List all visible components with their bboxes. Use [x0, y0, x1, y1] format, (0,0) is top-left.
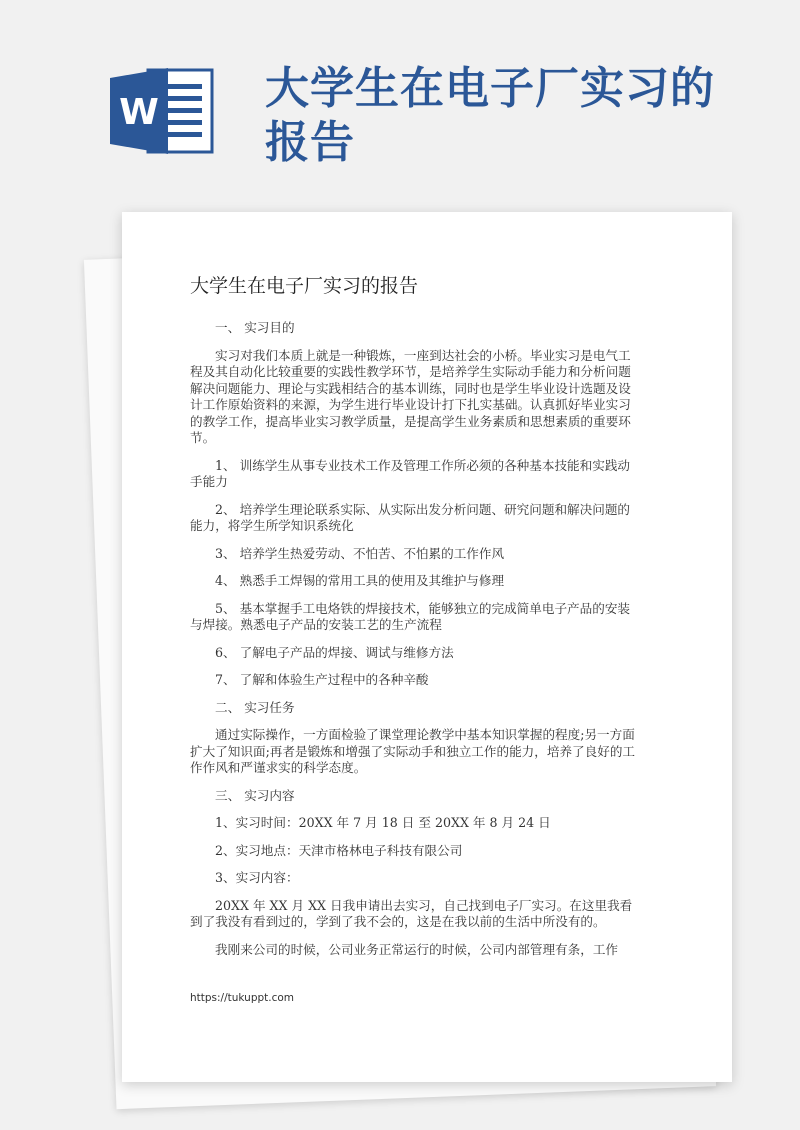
paragraph: 20XX 年 XX 月 XX 日我申请出去实习，自己找到电子厂实习。在这里我看到了我没有看到过的，学到了我不会的，这是在我以前的生活中所没有的。 — [190, 897, 633, 929]
list-item: 6、 了解电子产品的焊接、调试与维修方法 — [215, 644, 454, 660]
document-page — [122, 212, 732, 1082]
list-item: 5、 基本掌握手工电烙铁的焊接技术，能够独立的完成简单电子产品的安装与焊接。熟悉电子产品的安装工艺的生产流程 — [190, 600, 631, 632]
list-item: 2、实习地点：天津市格林电子科技有限公司 — [215, 842, 463, 858]
section-heading: 一、 实习目的 — [215, 320, 295, 335]
section-heading: 三、 实习内容 — [215, 787, 295, 803]
page-title: 大学生在电子厂实习的报告 — [190, 275, 419, 297]
word-icon-letter: W — [119, 92, 159, 133]
list-item: 7、 了解和体验生产过程中的各种辛酸 — [215, 672, 429, 687]
paragraph: 通过实际操作，一方面检验了课堂理论教学中基本知识掌握的程度;另一方面扩大了知识面;再者是锻炼和增强了实际动手和独立工作的能力，培养了良好的工作作风和严谨求实的科学态度。 — [190, 727, 636, 775]
list-item: 3、 培养学生热爱劳动、不怕苦、不怕累的工作作风 — [215, 545, 505, 561]
paragraph: 实习对我们本质上就是一种锻炼，一座到达社会的小桥。毕业实习是电气工程及其自动化比较重要的实践性教学环节，是培养学生实际动手能力和分析问题解决问题能力、理论与实践相结合的基本训练，同时也是学生毕业设计选题及设计工作原始资料的来源，为学生进行毕业设计打下扎实基础。认真抓好毕业实习的教学工作，提高毕业实习教学质量，是提高学生业务素质和思想素质的重要环节。 — [190, 347, 631, 445]
list-item: 2、 培养学生理论联系实际、从实际出发分析问题、研究问题和解决问题的能力，将学生所学知识系统化 — [190, 501, 631, 533]
list-item: 1、实习时间：20XX 年 7 月 18 日 至 20XX 年 8 月 24 日 — [215, 815, 551, 830]
section-heading: 二、 实习任务 — [215, 699, 295, 715]
list-item: 3、实习内容： — [215, 870, 299, 885]
document-body — [190, 320, 640, 958]
document-heading-line-2: 报告 — [265, 117, 355, 168]
footer-url: https://tukuppt.com — [190, 992, 295, 1004]
list-item: 1、 训练学生从事专业技术工作及管理工作所必须的各种基本技能和实践动手能力 — [190, 457, 631, 489]
document-heading — [265, 62, 725, 170]
document-heading-line-1: 大学生在电子厂实习的 — [265, 63, 715, 114]
document-content — [190, 274, 640, 969]
list-item: 4、 熟悉手工焊锡的常用工具的使用及其维护与修理 — [215, 573, 505, 588]
word-file-icon — [110, 68, 214, 154]
paragraph: 我刚来公司的时候，公司业务正常运行的时候，公司内部管理有条，工作 — [215, 941, 618, 957]
